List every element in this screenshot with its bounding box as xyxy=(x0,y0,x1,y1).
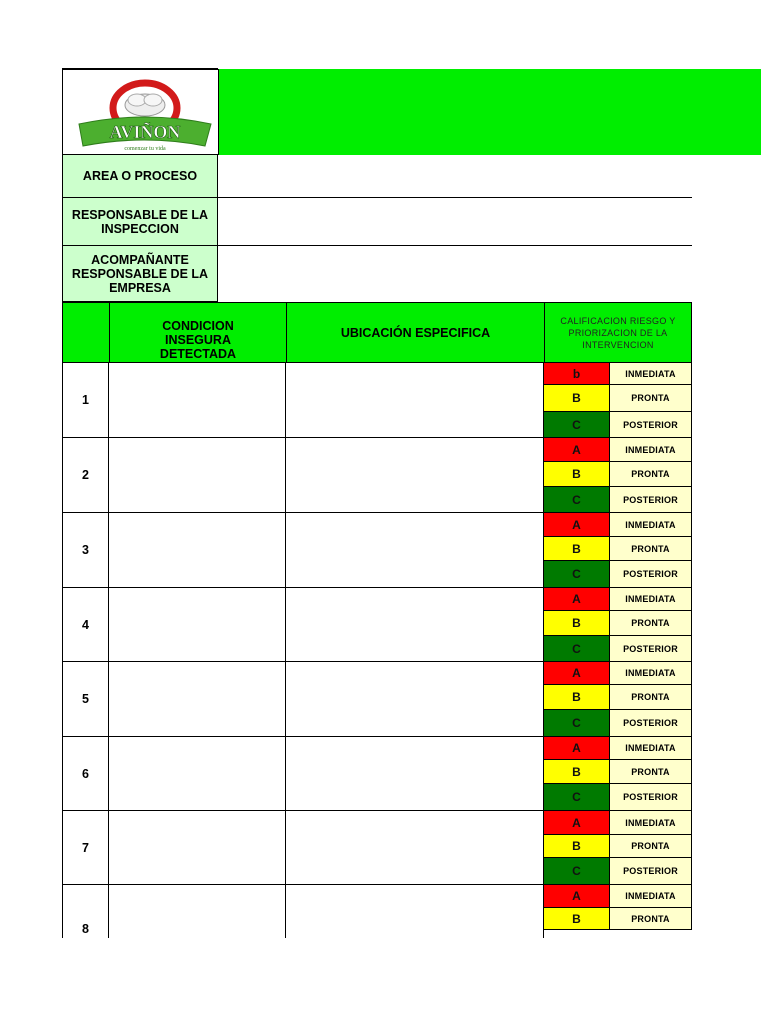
title-bar xyxy=(218,69,761,155)
priority-label: POSTERIOR xyxy=(610,784,692,811)
acompanante-label: ACOMPAÑANTE RESPONSABLE DE LA EMPRESA xyxy=(62,246,218,302)
row-number: 6 xyxy=(62,737,109,811)
col-header-calificacion: CALIFICACION RIESGO Y PRIORIZACION DE LA INTERVENCION xyxy=(544,302,692,363)
risk-grade-cell[interactable]: B xyxy=(544,760,610,784)
priority-label: INMEDIATA xyxy=(610,737,692,760)
row-number: 3 xyxy=(62,513,109,588)
condicion-cell[interactable] xyxy=(109,363,286,438)
risk-grade-cell[interactable]: C xyxy=(544,636,610,662)
risk-grade-cell[interactable]: B xyxy=(544,908,610,930)
priority-label: INMEDIATA xyxy=(610,588,692,611)
priority-label: PRONTA xyxy=(610,537,692,561)
risk-grade-cell[interactable]: B xyxy=(544,611,610,636)
ubicacion-cell[interactable] xyxy=(286,885,544,938)
risk-grade-cell[interactable]: C xyxy=(544,710,610,737)
risk-grade-cell[interactable]: B xyxy=(544,835,610,858)
avinon-logo xyxy=(67,72,217,154)
priority-label: INMEDIATA xyxy=(610,811,692,835)
ubicacion-cell[interactable] xyxy=(286,363,544,438)
priority-label: INMEDIATA xyxy=(610,513,692,537)
priority-label: INMEDIATA xyxy=(610,438,692,462)
risk-grade-cell[interactable]: B xyxy=(544,462,610,487)
risk-grade-cell[interactable]: A xyxy=(544,737,610,760)
risk-grade-cell[interactable]: A xyxy=(544,513,610,537)
ubicacion-cell[interactable] xyxy=(286,811,544,885)
row-number: 8 xyxy=(62,885,109,938)
row-number: 2 xyxy=(62,438,109,513)
ubicacion-cell[interactable] xyxy=(286,438,544,513)
logo-cell xyxy=(62,68,218,155)
priority-label: PRONTA xyxy=(610,611,692,636)
col-header-ubicacion: UBICACIÓN ESPECIFICA xyxy=(286,302,544,363)
risk-grade-cell[interactable]: C xyxy=(544,487,610,513)
area-value-field[interactable] xyxy=(218,155,692,198)
priority-label: PRONTA xyxy=(610,685,692,710)
priority-label: PRONTA xyxy=(610,385,692,412)
risk-grade-cell[interactable]: B xyxy=(544,537,610,561)
risk-grade-cell[interactable]: A xyxy=(544,811,610,835)
risk-grade-cell[interactable]: C xyxy=(544,412,610,438)
ubicacion-cell[interactable] xyxy=(286,588,544,662)
priority-label: INMEDIATA xyxy=(610,662,692,685)
condicion-cell[interactable] xyxy=(109,438,286,513)
risk-grade-cell[interactable]: C xyxy=(544,561,610,588)
priority-label: PRONTA xyxy=(610,760,692,784)
row-number: 7 xyxy=(62,811,109,885)
responsable-label: RESPONSABLE DE LA INSPECCION xyxy=(62,198,218,246)
row-number: 1 xyxy=(62,363,109,438)
ubicacion-cell[interactable] xyxy=(286,662,544,737)
condicion-cell[interactable] xyxy=(109,588,286,662)
priority-label: POSTERIOR xyxy=(610,487,692,513)
risk-grade-cell[interactable]: b xyxy=(544,363,610,385)
risk-grade-cell[interactable]: B xyxy=(544,685,610,710)
risk-grade-cell[interactable]: A xyxy=(544,588,610,611)
area-label: AREA O PROCESO xyxy=(62,155,218,198)
condicion-cell[interactable] xyxy=(109,662,286,737)
priority-label: POSTERIOR xyxy=(610,412,692,438)
priority-label: INMEDIATA xyxy=(610,363,692,385)
row-number: 5 xyxy=(62,662,109,737)
acompanante-value-field[interactable] xyxy=(218,246,692,302)
risk-grade-cell[interactable]: A xyxy=(544,662,610,685)
priority-label: POSTERIOR xyxy=(610,858,692,885)
condicion-cell[interactable] xyxy=(109,513,286,588)
ubicacion-cell[interactable] xyxy=(286,737,544,811)
risk-grade-cell[interactable]: A xyxy=(544,438,610,462)
risk-grade-cell[interactable]: C xyxy=(544,784,610,811)
logo-tagline-text: comenzar tu vida xyxy=(124,146,166,152)
priority-label: INMEDIATA xyxy=(610,885,692,908)
condicion-cell[interactable] xyxy=(109,737,286,811)
row-number: 4 xyxy=(62,588,109,662)
priority-label: POSTERIOR xyxy=(610,561,692,588)
ubicacion-cell[interactable] xyxy=(286,513,544,588)
risk-grade-cell[interactable]: B xyxy=(544,385,610,412)
responsable-value-field[interactable] xyxy=(218,198,692,246)
priority-label: POSTERIOR xyxy=(610,710,692,737)
priority-label: POSTERIOR xyxy=(610,636,692,662)
priority-label: PRONTA xyxy=(610,908,692,930)
priority-label: PRONTA xyxy=(610,835,692,858)
logo-brand-text: AVIÑON xyxy=(109,122,181,142)
risk-grade-cell[interactable]: C xyxy=(544,858,610,885)
condicion-cell[interactable] xyxy=(109,885,286,938)
condicion-cell[interactable] xyxy=(109,811,286,885)
risk-grade-cell[interactable]: A xyxy=(544,885,610,908)
priority-label: PRONTA xyxy=(610,462,692,487)
table-header-num xyxy=(62,302,109,363)
col-header-condicion: CONDICION INSEGURA DETECTADA xyxy=(109,302,286,363)
